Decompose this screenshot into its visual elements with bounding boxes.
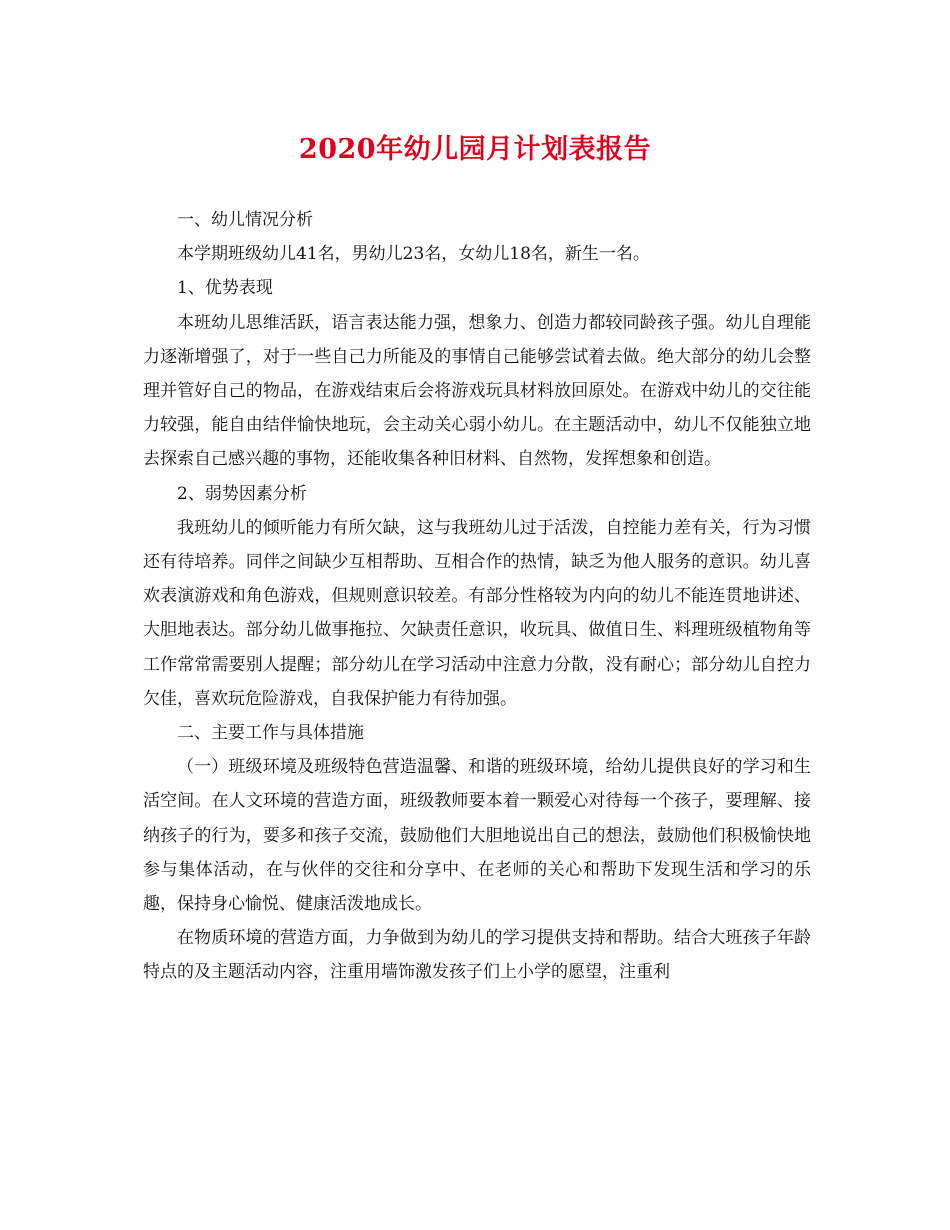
subheading-weaknesses: 2、弱势因素分析 <box>177 483 307 504</box>
material-environment-paragraph: 在物质环境的营造方面，力争做到为幼儿的学习提供支持和帮助。结合大班孩子年龄特点的及主题活动内容，注重用墙饰激发孩子们上小学的愿望，注重利 <box>143 928 811 983</box>
subheading-strengths: 1、优势表现 <box>177 278 273 299</box>
class-environment-paragraph: （一）班级环境及班级特色营造温馨、和谐的班级环境，给幼儿提供良好的学习和生活空间。在人文环境的营造方面，班级教师要本着一颗爱心对待每一个孩子，要理解、接纳孩子的行为，要多和孩子交流，鼓励他们大胆地说出自己的想法，鼓励他们积极愉快地参与集体活动，在与伙伴的交往和分享中、在老师的关心和帮助下发现生活和学习的乐趣，保持身心愉悦、健康活泼地成长。 <box>143 757 811 915</box>
section-heading-main-work: 二、主要工作与具体措施 <box>177 723 364 744</box>
document-title: 2020年幼儿园月计划表报告 <box>298 134 652 165</box>
weaknesses-paragraph: 我班幼儿的倾听能力有所欠缺，这与我班幼儿过于活泼，自控能力差有关，行为习惯还有待培养。同伴之间缺少互相帮助、互相合作的热情，缺乏为他人服务的意识。幼儿喜欢表演游戏和角色游戏，但规则意识较差。有部分性格较为内向的幼儿不能连贯地讲述、大胆地表达。部分幼儿做事拖拉、欠缺责任意识，收玩具、做值日生、料理班级植物角等工作常常需要别人提醒；部分幼儿在学习活动中注意力分散，没有耐心；部分幼儿自控力欠佳，喜欢玩危险游戏，自我保护能力有待加强。 <box>143 517 811 709</box>
section-heading-child-analysis: 一、幼儿情况分析 <box>177 210 313 230</box>
strengths-paragraph: 本班幼儿思维活跃，语言表达能力强，想象力、创造力都较同龄孩子强。幼儿自理能力逐渐增强了，对于一些自己力所能及的事情自己能够尝试着去做。绝大部分的幼儿会整理并管好自己的物品，在游戏结束后会将游戏玩具材料放回原处。在游戏中幼儿的交往能力较强，能自由结伴愉快地玩，会主动关心弱小幼儿。在主题活动中，幼儿不仅能独立地去探索自己感兴趣的事物，还能收集各种旧材料、自然物，发挥想象和创造。 <box>143 312 811 470</box>
class-enrollment-summary: 本学期班级幼儿41名，男幼儿23名，女幼儿18名，新生一名。 <box>177 244 650 265</box>
document-body <box>143 203 811 990</box>
